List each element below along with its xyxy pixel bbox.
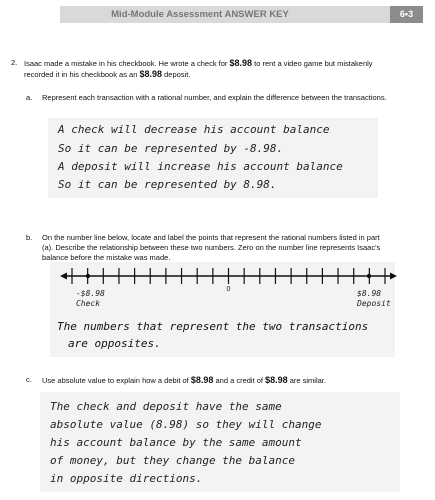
part-c-prompt-part: Use absolute value to explain how a debit of xyxy=(42,376,191,385)
amount: $8.98 xyxy=(265,375,288,385)
answer-line: his account balance by the same amount xyxy=(50,436,302,449)
module-badge: 6•3 xyxy=(390,6,423,23)
answer-line: So it can be represented by -8.98. xyxy=(58,142,284,155)
point-label-check: -$8.98 xyxy=(75,289,105,298)
part-b-prompt: On the number line below, locate and label the points that represent the rational numbers listed in part (a). Describe the relationship between these two numbers. Zero on the number line represents Isaac's balance before the mistake was made. xyxy=(42,233,381,262)
question-text-part: to rent a video game but mistakenly recorded it in his checkbook as an xyxy=(24,59,373,79)
amount: $8.98 xyxy=(139,69,163,79)
part-c-prompt xyxy=(42,375,392,386)
answer-line: The numbers that represent the two transactions xyxy=(57,320,369,333)
zero-label: 0 xyxy=(226,286,231,293)
answer-line: of money, but they change the balance xyxy=(50,454,296,467)
part-a-prompt: Represent each transaction with a rational number, and explain the difference between the transactions. xyxy=(42,93,387,102)
answer-line: in opposite directions. xyxy=(50,472,203,485)
part-c-prompt-part: and a credit of xyxy=(213,376,266,385)
part-a-letter: a. xyxy=(26,93,33,102)
answer-line: are opposites. xyxy=(68,337,161,350)
part-c-prompt-part: are similar. xyxy=(287,376,326,385)
part-c-answer-box xyxy=(40,392,400,492)
point-label-deposit: $8.98 xyxy=(357,289,382,298)
question-text xyxy=(24,58,394,80)
amount: $8.98 xyxy=(229,58,253,68)
answer-line: So it can be represented by 8.98. xyxy=(58,178,277,191)
question-text-part: Isaac made a mistake in his checkbook. He wrote a check for xyxy=(24,59,230,68)
answer-line: A deposit will increase his account balance xyxy=(58,160,343,173)
point-caption-check: Check xyxy=(75,299,101,308)
part-a-answer-box xyxy=(48,118,378,198)
answer-line: The check and deposit have the same xyxy=(50,400,282,413)
point-caption-deposit: Deposit xyxy=(357,299,391,308)
part-b-letter: b. xyxy=(26,233,33,242)
question-number: 2. xyxy=(11,58,18,67)
answer-line: absolute value (8.98) so they will change xyxy=(50,418,322,431)
question-text-part: deposit. xyxy=(162,70,191,79)
page-title: Mid-Module Assessment ANSWER KEY xyxy=(111,9,289,20)
answer-line: A check will decrease his account balance xyxy=(58,123,330,136)
amount: $8.98 xyxy=(190,375,214,385)
part-c-letter: c. xyxy=(26,375,32,384)
